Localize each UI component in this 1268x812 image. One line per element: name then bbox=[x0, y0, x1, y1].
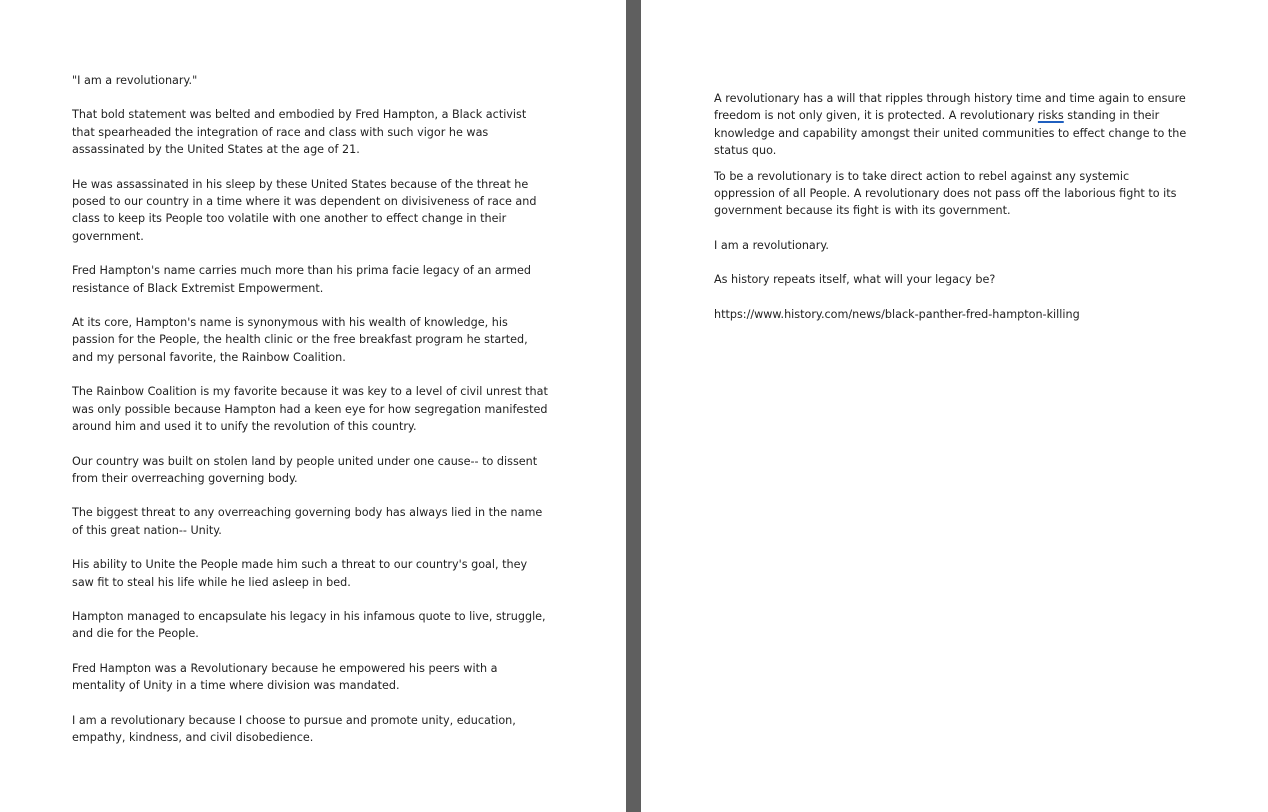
paragraph-legacy: Fred Hampton's name carries much more than his prima facie legacy of an armed resistance of Black Extremist Empowerment. bbox=[72, 264, 531, 295]
paragraph-direct-action: To be a revolutionary is to take direct action to rebel against any systemic oppression of all People. A revolutionary does not pass off the laborious fight to its government because its fight is with its government. bbox=[714, 169, 1177, 218]
paragraph-history-question: As history repeats itself, what will your legacy be? bbox=[714, 273, 996, 287]
underlined-word-risks: risks bbox=[1037, 109, 1064, 123]
paragraph-opening-quote: "I am a revolutionary." bbox=[72, 74, 198, 87]
paragraph-quote-legacy: Hampton managed to encapsulate his legacy in his infamous quote to live, struggle, and die for the People. bbox=[72, 609, 546, 641]
paragraph-i-am-revolutionary: I am a revolutionary. bbox=[714, 238, 829, 252]
paragraph-stolen-land: Our country was built on stolen land by people united under one cause-- to dissent from their overreaching governing body. bbox=[72, 454, 538, 485]
document-page-left bbox=[0, 0, 626, 812]
paragraph-revolutionary-will bbox=[714, 90, 1192, 160]
paragraph-revolutionary-peers: Fred Hampton was a Revolutionary because he empowered his peers with a mentality of Unity in a time where division was mandated. bbox=[72, 661, 498, 693]
paragraph-revolutionary-will-before: A revolutionary has a will that ripples through history time and time again to ensure freedom is not only given, it is protected. A revolutionary bbox=[714, 92, 1186, 123]
paragraph-revolutionary-will-after: standing in their knowledge and capability amongst their united communities to effect change to the status quo. bbox=[714, 109, 1187, 158]
paragraph-personal-revolution: I am a revolutionary because I choose to pursue and promote unity, education, empathy, kindness, and civil disobedience. bbox=[72, 713, 516, 744]
paragraph-rainbow-coalition: The Rainbow Coalition is my favorite because it was key to a level of civil unrest that was only possible because Hampton had a keen eye for how segregation manifested around him and used it to unify the revolution of this country. bbox=[72, 385, 548, 434]
paragraph-bold-statement: That bold statement was belted and embodied by Fred Hampton, a Black activist that spearheaded the integration of race and class with such vigor he was assassinated by the United States at the age of 21. bbox=[72, 108, 527, 157]
document-page-right bbox=[641, 0, 1268, 812]
paragraph-unity-threat: The biggest threat to any overreaching governing body has always lied in the name of this great nation-- Unity. bbox=[72, 506, 543, 537]
paragraph-assassination: He was assassinated in his sleep by these United States because of the threat he posed to our country in a time where it was dependent on divisiveness of race and class to keep its People too volatile with one another to effect change in their government. bbox=[72, 177, 537, 243]
source-url: https://www.history.com/news/black-panther-fred-hampton-killing bbox=[714, 307, 1080, 321]
paragraph-unite-people: His ability to Unite the People made him such a threat to our country's goal, they saw fit to steal his life while he lied asleep in bed. bbox=[72, 558, 528, 589]
paragraph-core: At its core, Hampton's name is synonymous with his wealth of knowledge, his passion for the People, the health clinic or the free breakfast program he started, and my personal favorite, the Rainbow Coalition. bbox=[72, 316, 528, 364]
